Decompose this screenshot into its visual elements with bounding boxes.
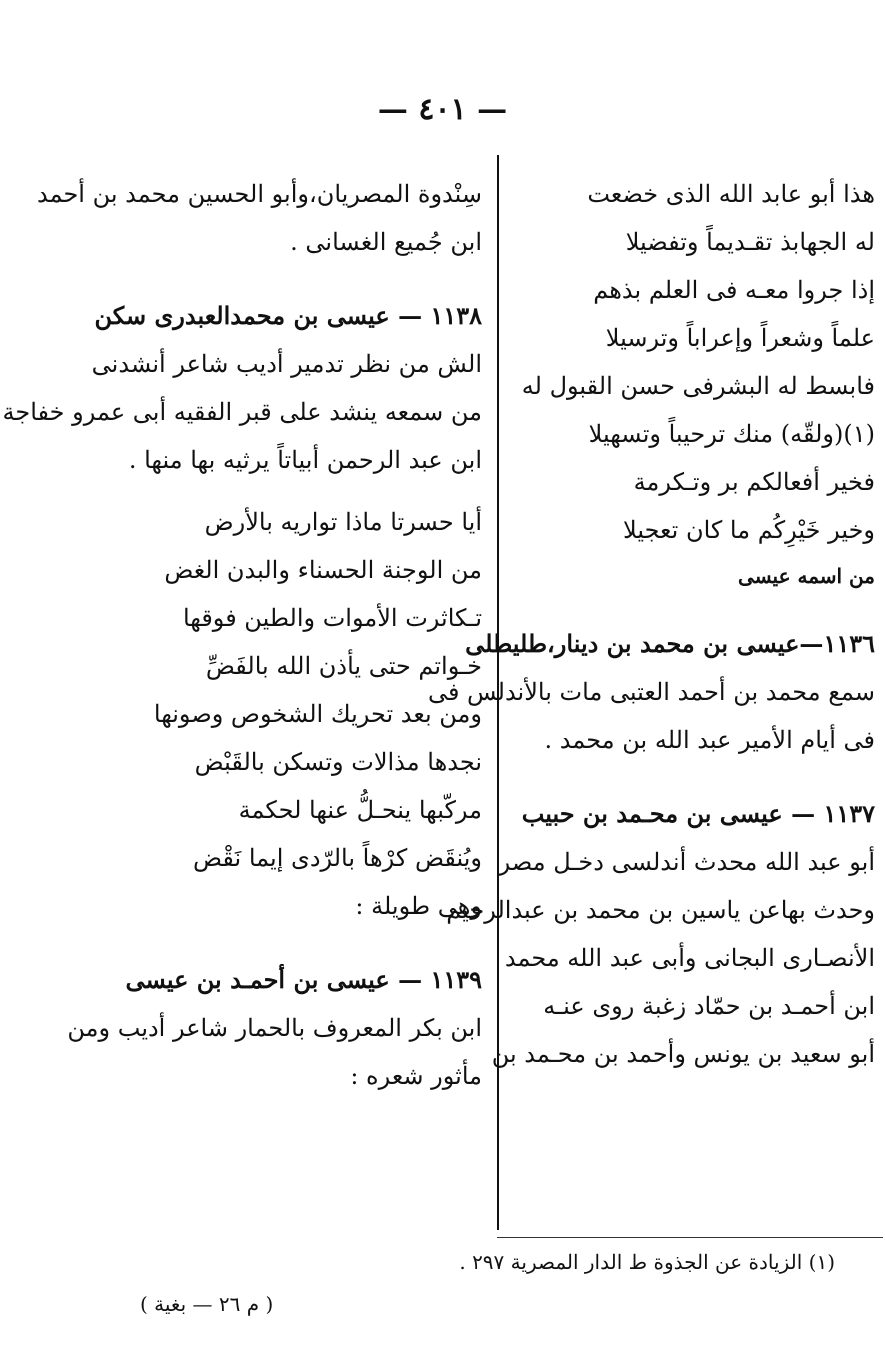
elegy-poem [112,498,482,930]
poem-line: ومن بعد تحريك الشخوص وصونها [153,700,482,728]
entry-first-line: ١١٣٦—عيسى بن محمد بن دينار،طليطلى [465,629,875,658]
entry-line: مأثور شعره : [350,1062,482,1090]
poem-line: فخير أفعالكم بر وتـكرمة [633,468,875,496]
entry-line: فى أيام الأمير عبد الله بن محمد . [544,726,875,754]
entry-line: أبو سعيد بن يونس وأحمد بن محـمد بن [491,1040,875,1068]
entry-first-line: ١١٣٨ — عيسى بن محمدالعبدرى سكن [94,301,482,330]
entry-line: الش من نظر تدمير أديب شاعر أنشدنى [91,350,482,378]
entry-line: ابن بكر المعروف بالحمار شاعر أديب ومن [67,1014,482,1042]
left-column [2,170,482,1100]
entry-line: سِنْدوة المصريان،وأبو الحسين محمد بن أحمد [36,180,482,208]
opening-poem [513,170,875,554]
footnote-rule [497,1237,883,1238]
entry-line: ابن جُميع الغسانى . [290,228,482,256]
entry-line: الأنصـارى البجانى وأبى عبد الله محمد [504,944,875,972]
signature-mark: ( م ٢٦ — بغية ) [140,1292,274,1316]
poem-line: خـواتم حتى يأذن الله بالفَضِّ [205,652,482,680]
entry-line: من سمعه ينشد على قبر الفقيه أبى عمرو خفاجة [2,398,482,426]
page-number: — ٤٠١ — [377,92,508,127]
poem-line: ويُنقَض كرْهاً بالرّدى إيما نَقْض [193,844,482,872]
poem-line: نجدها مذالات وتسكن بالقَبْض [194,748,482,776]
poem-line: أيا حسرتا ماذا تواريه بالأرض [204,508,482,536]
poem-note: وهى طويلة : [355,892,482,920]
poem-line: من الوجنة الحسناء والبدن الغض [164,556,482,584]
entry-line: ابن عبد الرحمن أبياتاً يرثيه بها منها . [128,446,482,474]
poem-line: علماً وشعراً وإعراباً وترسيلا [605,324,875,352]
poem-line: له الجهابذ تقـديماً وتفضيلا [625,228,875,256]
poem-line: هذا أبو عابد الله الذى خضعت [587,180,875,208]
footnote: (١) الزيادة عن الجذوة ط الدار المصرية ٢٩٧ . [459,1250,835,1274]
poem-line: فابسط له البشرفى حسن القبول له [521,372,875,400]
section-heading: من اسمه عيسى [738,564,875,588]
poem-line: إذا جروا معـه فى العلم بذهم [593,276,875,304]
entry-line: ابن أحمـد بن حمّاد زغبة روى عنـه [543,992,875,1020]
poem-line: مركّبها ينحـلُّ عنها لحكمة [238,796,482,824]
right-column [427,170,875,1078]
continuation-text [36,170,482,266]
entry-first-line: ١١٣٩ — عيسى بن أحمـد بن عيسى [125,965,482,994]
entry-1136 [427,620,875,764]
poem-line: وخير خَيْرِكُم ما كان تعجيلا [623,516,875,544]
entry-first-line: ١١٣٧ — عيسى بن محـمد بن حبيب [521,799,875,828]
entry-line: وحدث بهاعن ياسين بن محمد بن عبدالرحيم [446,896,875,924]
entry-1138 [2,292,482,484]
entry-1137 [446,790,875,1078]
poem-line: (١)(ولقّه) منك ترحيباً وتسهيلا [588,420,875,448]
poem-line: تـكاثرت الأموات والطين فوقها [182,604,482,632]
entry-1139 [67,956,482,1100]
entry-line: أبو عبد الله محدث أندلسى دخـل مصر [498,848,875,876]
entry-line: سمع محمد بن أحمد العتبى مات بالأندلس فى [427,678,875,706]
